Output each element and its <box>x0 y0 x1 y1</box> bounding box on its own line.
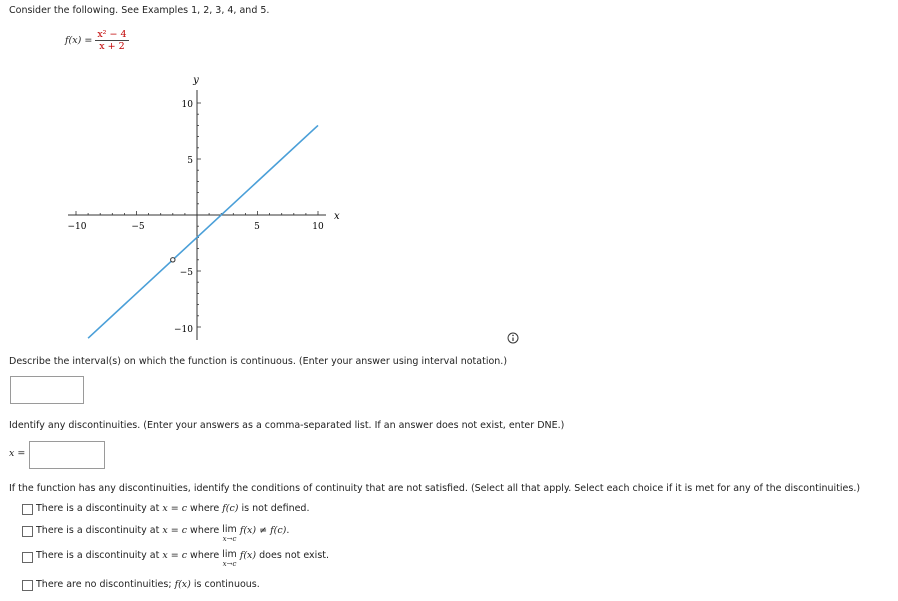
q3-prompt: If the function has any discontinuities, identify the conditions of continuity that are not satisfied. (Select all that apply. Select each choice if it is met for any of the discontinuities.) <box>9 483 861 494</box>
option2-label: There is a discontinuity at x = c where lim x→c f(x) ≠ f(c). <box>36 524 290 543</box>
x-tick-label-5: 5 <box>254 222 260 232</box>
x-tick-label-10: 10 <box>312 222 324 232</box>
y-axis-label: y <box>193 75 199 86</box>
series-line <box>88 125 318 338</box>
x-tick-label-neg10: −10 <box>67 222 87 232</box>
function-equals: = <box>84 35 93 46</box>
option1-label: There is a discontinuity at x = c where f(c) is not defined. <box>36 503 310 514</box>
option3-limit: lim x→c <box>222 549 237 568</box>
x-axis-label: x <box>334 211 340 222</box>
option3-label: There is a discontinuity at x = c where lim x→c f(x) does not exist. <box>36 549 330 568</box>
q2-prompt: Identify any discontinuities. (Enter your answers as a comma-separated list. If an answer does not exist, enter DNE.) <box>9 420 565 431</box>
function-numerator: x² − 4 <box>97 29 127 40</box>
y-tick-label-neg10: −10 <box>174 325 193 335</box>
option4-checkbox[interactable] <box>22 580 33 591</box>
function-denominator: x + 2 <box>99 41 125 52</box>
x-tick-label-neg5: −5 <box>131 222 145 232</box>
q1-prompt: Describe the interval(s) on which the function is continuous. (Enter your answer using interval notation.) <box>9 356 508 367</box>
function-lhs: f(x) <box>65 35 82 46</box>
q2-label: x = <box>9 448 26 459</box>
y-tick-label-5: 5 <box>187 156 193 166</box>
option1-checkbox[interactable] <box>22 504 33 515</box>
y-tick-label-neg5: −5 <box>179 268 193 278</box>
option2-limit: lim x→c <box>222 524 237 543</box>
open-point <box>171 258 175 262</box>
option4-label: There are no discontinuities; f(x) is continuous. <box>36 579 260 590</box>
interval-answer-input[interactable] <box>10 376 84 404</box>
instruction-text: Consider the following. See Examples 1, 2, 3, 4, and 5. <box>9 5 270 16</box>
option3-checkbox[interactable] <box>22 552 33 563</box>
info-icon[interactable] <box>508 333 518 343</box>
discontinuity-answer-input[interactable] <box>29 441 105 469</box>
option2-checkbox[interactable] <box>22 526 33 537</box>
y-tick-label-10: 10 <box>181 100 193 110</box>
